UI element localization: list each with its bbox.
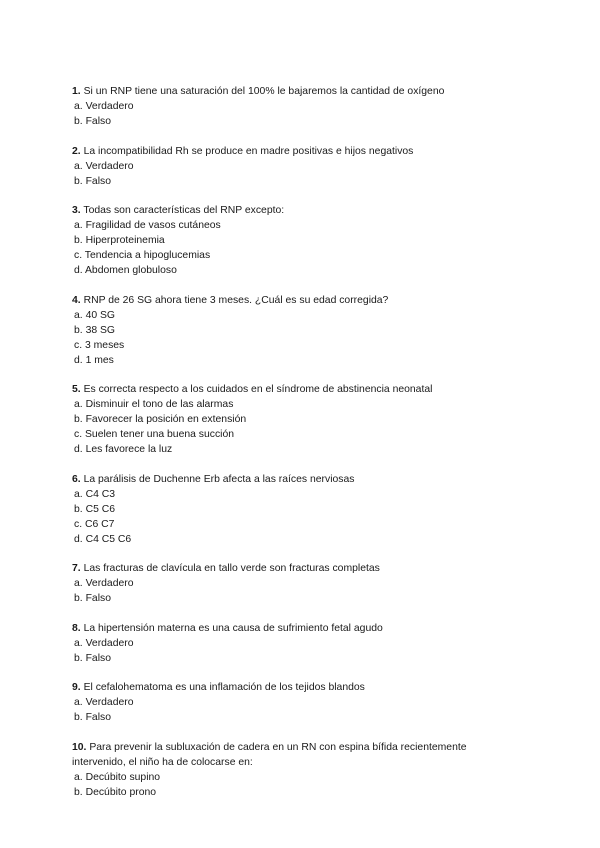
option-letter: b.	[74, 175, 83, 187]
answer-options	[72, 695, 512, 725]
option-text: Abdomen globuloso	[85, 265, 177, 276]
question-statement: La parálisis de Duchenne Erb afecta a las raíces nerviosas	[83, 473, 355, 485]
option-letter: d.	[74, 265, 83, 276]
answer-option	[72, 338, 512, 353]
option-letter: a.	[74, 488, 83, 500]
option-letter: b.	[74, 324, 83, 336]
question-list	[72, 84, 512, 814]
option-text: Verdadero	[85, 578, 134, 589]
answer-option	[72, 636, 512, 651]
answer-option	[72, 353, 512, 368]
question-3	[72, 203, 512, 278]
option-letter: a.	[74, 309, 83, 321]
answer-options	[72, 308, 512, 368]
option-text: 38 SG	[85, 324, 116, 336]
option-text: Decúbito supino	[85, 771, 161, 783]
option-text: Verdadero	[85, 637, 134, 649]
question-1	[72, 84, 512, 129]
option-text: Disminuir el tono de las alarmas	[85, 399, 234, 410]
question-statement: Es correcta respecto a los cuidados en el síndrome de abstinencia neonatal	[83, 384, 433, 395]
answer-option	[72, 159, 512, 174]
answer-option	[72, 502, 512, 517]
option-text: Verdadero	[85, 101, 134, 112]
question-text	[72, 382, 512, 397]
answer-options	[72, 636, 512, 666]
question-5	[72, 382, 512, 457]
question-statement: RNP de 26 SG ahora tiene 3 meses. ¿Cuál es su edad corregida?	[83, 294, 389, 306]
question-statement: El cefalohematoma es una inflamación de los tejidos blandos	[83, 682, 365, 693]
question-number: 1.	[72, 86, 81, 97]
option-letter: b.	[74, 116, 83, 127]
question-number: 7.	[72, 563, 81, 574]
option-letter: a.	[74, 220, 83, 231]
option-text: Falso	[85, 116, 111, 127]
option-letter: a.	[74, 101, 83, 112]
option-text: Favorecer la posición en extensión	[85, 414, 247, 425]
option-letter: c.	[74, 429, 83, 440]
question-number: 6.	[72, 473, 81, 485]
question-text	[72, 293, 512, 308]
answer-option	[72, 442, 512, 457]
answer-option	[72, 576, 512, 591]
answer-option	[72, 770, 512, 785]
question-text	[72, 144, 512, 159]
question-number: 2.	[72, 145, 81, 157]
answer-option	[72, 263, 512, 278]
option-text: Falso	[85, 712, 111, 723]
question-text	[72, 621, 512, 636]
answer-option	[72, 591, 512, 606]
option-text: Fragilidad de vasos cutáneos	[85, 220, 221, 231]
option-letter: b.	[74, 414, 83, 425]
answer-option	[72, 427, 512, 442]
option-text: Falso	[85, 652, 111, 664]
option-text: C4 C3	[85, 488, 116, 500]
option-letter: a.	[74, 697, 83, 708]
question-statement: Si un RNP tiene una saturación del 100% le bajaremos la cantidad de oxígeno	[83, 86, 445, 97]
option-text: Tendencia a hipoglucemias	[84, 250, 211, 261]
answer-option	[72, 114, 512, 129]
option-letter: c.	[74, 518, 83, 530]
question-9	[72, 680, 512, 725]
answer-option	[72, 248, 512, 263]
question-text	[72, 740, 512, 770]
answer-option	[72, 412, 512, 427]
option-text: Verdadero	[85, 697, 134, 708]
option-letter: b.	[74, 712, 83, 723]
question-number: 8.	[72, 622, 81, 634]
answer-option	[72, 517, 512, 532]
question-number: 10.	[72, 741, 87, 753]
option-letter: a.	[74, 399, 83, 410]
answer-option	[72, 218, 512, 233]
option-letter: a.	[74, 771, 83, 783]
answer-option	[72, 99, 512, 114]
question-number: 5.	[72, 384, 81, 395]
question-number: 4.	[72, 294, 81, 306]
option-text: Falso	[85, 175, 111, 187]
answer-options	[72, 159, 512, 189]
answer-option	[72, 710, 512, 725]
question-8	[72, 621, 512, 666]
answer-options	[72, 397, 512, 457]
option-letter: b.	[74, 652, 83, 664]
question-text	[72, 84, 512, 99]
answer-option	[72, 651, 512, 666]
option-letter: d.	[74, 354, 83, 366]
option-text: C5 C6	[85, 503, 116, 515]
question-text	[72, 203, 512, 218]
answer-options	[72, 487, 512, 547]
option-text: Verdadero	[85, 160, 134, 172]
option-letter: c.	[74, 339, 83, 351]
question-4	[72, 293, 512, 368]
answer-options	[72, 576, 512, 606]
option-text: Les favorece la luz	[85, 444, 173, 455]
question-statement: Todas son características del RNP excepto:	[83, 205, 285, 216]
answer-option	[72, 174, 512, 189]
question-number: 9.	[72, 682, 81, 693]
question-2	[72, 144, 512, 189]
answer-option	[72, 695, 512, 710]
option-letter: b.	[74, 593, 83, 604]
option-letter: b.	[74, 235, 83, 246]
option-text: C6 C7	[84, 518, 115, 530]
option-letter: a.	[74, 578, 83, 589]
question-statement: Las fracturas de clavícula en tallo verde son fracturas completas	[83, 563, 380, 574]
option-text: 1 mes	[85, 354, 114, 366]
option-text: C4 C5 C6	[85, 533, 132, 545]
answer-option	[72, 308, 512, 323]
option-letter: b.	[74, 786, 83, 798]
option-text: Hiperproteinemia	[85, 235, 165, 246]
option-letter: d.	[74, 444, 83, 455]
answer-option	[72, 487, 512, 502]
option-letter: c.	[74, 250, 83, 261]
question-statement: Para prevenir la subluxación de cadera en un RN con espina bífida recientemente intervenido, el niño ha de colocarse en:	[72, 741, 467, 768]
question-number: 3.	[72, 205, 81, 216]
answer-options	[72, 218, 512, 278]
question-10	[72, 740, 512, 800]
answer-option	[72, 323, 512, 338]
option-letter: a.	[74, 637, 83, 649]
option-text: Decúbito prono	[85, 786, 157, 798]
question-6	[72, 472, 512, 547]
answer-options	[72, 99, 512, 129]
question-text	[72, 680, 512, 695]
answer-options	[72, 770, 512, 800]
option-letter: a.	[74, 160, 83, 172]
option-text: 3 meses	[84, 339, 125, 351]
question-text	[72, 561, 512, 576]
question-text	[72, 472, 512, 487]
answer-option	[72, 785, 512, 800]
answer-option	[72, 233, 512, 248]
answer-option	[72, 532, 512, 547]
option-letter: d.	[74, 533, 83, 545]
option-text: Falso	[85, 593, 111, 604]
option-text: Suelen tener una buena succión	[84, 429, 235, 440]
answer-option	[72, 397, 512, 412]
option-letter: b.	[74, 503, 83, 515]
question-7	[72, 561, 512, 606]
question-statement: La hipertensión materna es una causa de sufrimiento fetal agudo	[83, 622, 383, 634]
option-text: 40 SG	[85, 309, 116, 321]
question-statement: La incompatibilidad Rh se produce en madre positivas e hijos negativos	[83, 145, 414, 157]
